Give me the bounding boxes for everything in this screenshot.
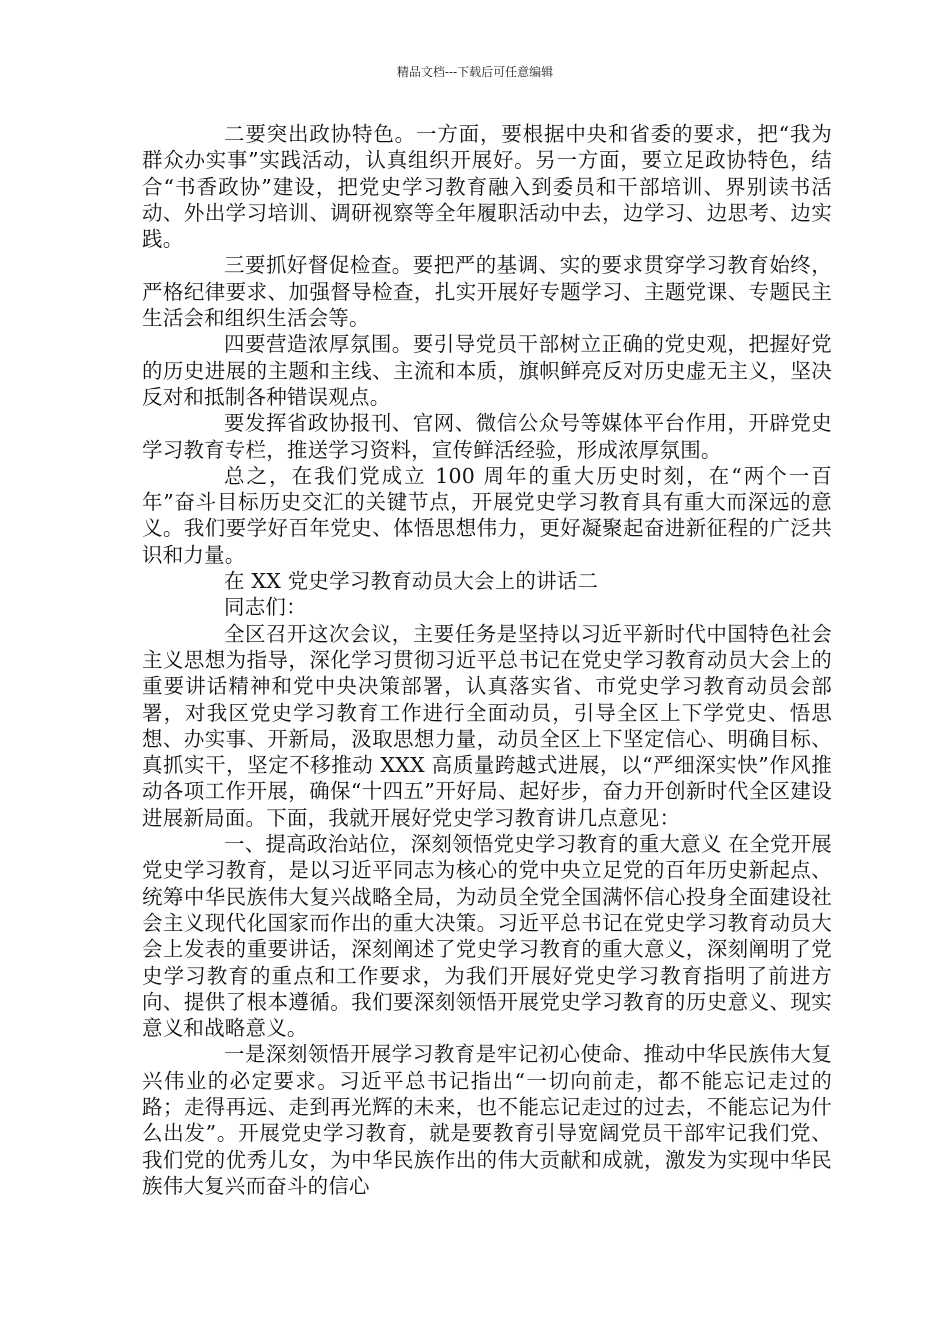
paragraph-meeting-purpose: 全区召开这次会议，主要任务是坚持以习近平新时代中国特色社会主义思想为指导，深化学习贯彻习近平总书记在党史学习教育动员大会上的重要讲话精神和党中央决策部署，认真落实省、市党史学习教育动员会部署，对我区党史学习教育工作进行全面动员，引导全区上下学党史、悟思想、办实事、开新局，汲取思想力量，动员全区上下坚定信心、明确目标、真抓实干，坚定不移推动 XXX 高质量跨越式进展，以“严细深实快”作风推动各项工作开展，确保“十四五”开好局、起好步，奋力开创新时代全区建设进展新局面。下面，我就开展好党史学习教育讲几点意见： [142,621,832,830]
paragraph-media-platforms: 要发挥省政协报刊、官网、微信公众号等媒体平台作用，开辟党史学习教育专栏，推送学习资料，宣传鲜活经验，形成浓厚氛围。 [142,411,832,462]
salutation: 同志们： [224,595,307,620]
paragraph-cppcc-features: 二要突出政协特色。一方面，要根据中央和省委的要求，把“我为群众办实事”实践活动，认真组织开展好。另一方面，要立足政协特色，结合“书香政协”建设，把党史学习教育融入到委员和干部培训、界别读书活动、外出学习培训、调研视察等全年履职活动中去，边学习、边思考、边实践。 [142,122,832,252]
paragraph-conclusion: 总之，在我们党成立 100 周年的重大历史时刻，在“两个一百年”奋斗目标历史交汇的关键节点，开展党史学习教育具有重大而深远的意义。我们要学好百年党史、体悟思想伟力，更好凝聚起奋进新征程的广泛共识和力量。 [142,463,832,567]
document-body [142,121,832,1199]
paragraph-atmosphere: 四要营造浓厚氛围。要引导党员干部树立正确的党史观，把握好党的历史进展的主题和主线、主流和本质，旗帜鲜亮反对历史虚无主义，坚决反对和抵制各种错误观点。 [142,332,832,409]
page-header: 精品文档---下载后可任意编辑 [396,65,554,79]
paragraph-section-one: 一、提高政治站位，深刻领悟党史学习教育的重大意义 在全党开展党史学习教育，是以习近平同志为核心的党中央立足党的百年历史新起点、统筹中华民族伟大复兴战略全局，为动员全党全国满怀信心投身全面建设社会主义现代化国家而作出的重大决策。习近平总书记在党史学习教育动员大会上发表的重要讲话，深刻阐述了党史学习教育的重大意义，深刻阐明了党史学习教育的重点和工作要求，为我们开展好党史学习教育指明了前进方向、提供了根本遵循。我们要深刻领悟开展党史学习教育的历史意义、现实意义和战略意义。 [142,832,832,1041]
paragraph-supervision: 三要抓好督促检查。要把严的基调、实的要求贯穿学习教育始终，严格纪律要求、加强督导检查，扎实开展好专题学习、主题党课、专题民主生活会和组织生活会等。 [142,253,832,331]
speech-two-title: 在 XX 党史学习教育动员大会上的讲话二 [224,569,599,594]
paragraph-point-one: 一是深刻领悟开展学习教育是牢记初心使命、推动中华民族伟大复兴伟业的必定要求。习近平总书记指出“一切向前走，都不能忘记走过的路；走得再远、走到再光辉的未来，也不能忘记走过的过去，不能忘记为什么出发”。开展党史学习教育，就是要教育引导宽阔党员干部牢记我们党、我们党的优秀儿女，为中华民族作出的伟大贡献和成就，激发为实现中华民族伟大复兴而奋斗的信心 [142,1042,832,1198]
